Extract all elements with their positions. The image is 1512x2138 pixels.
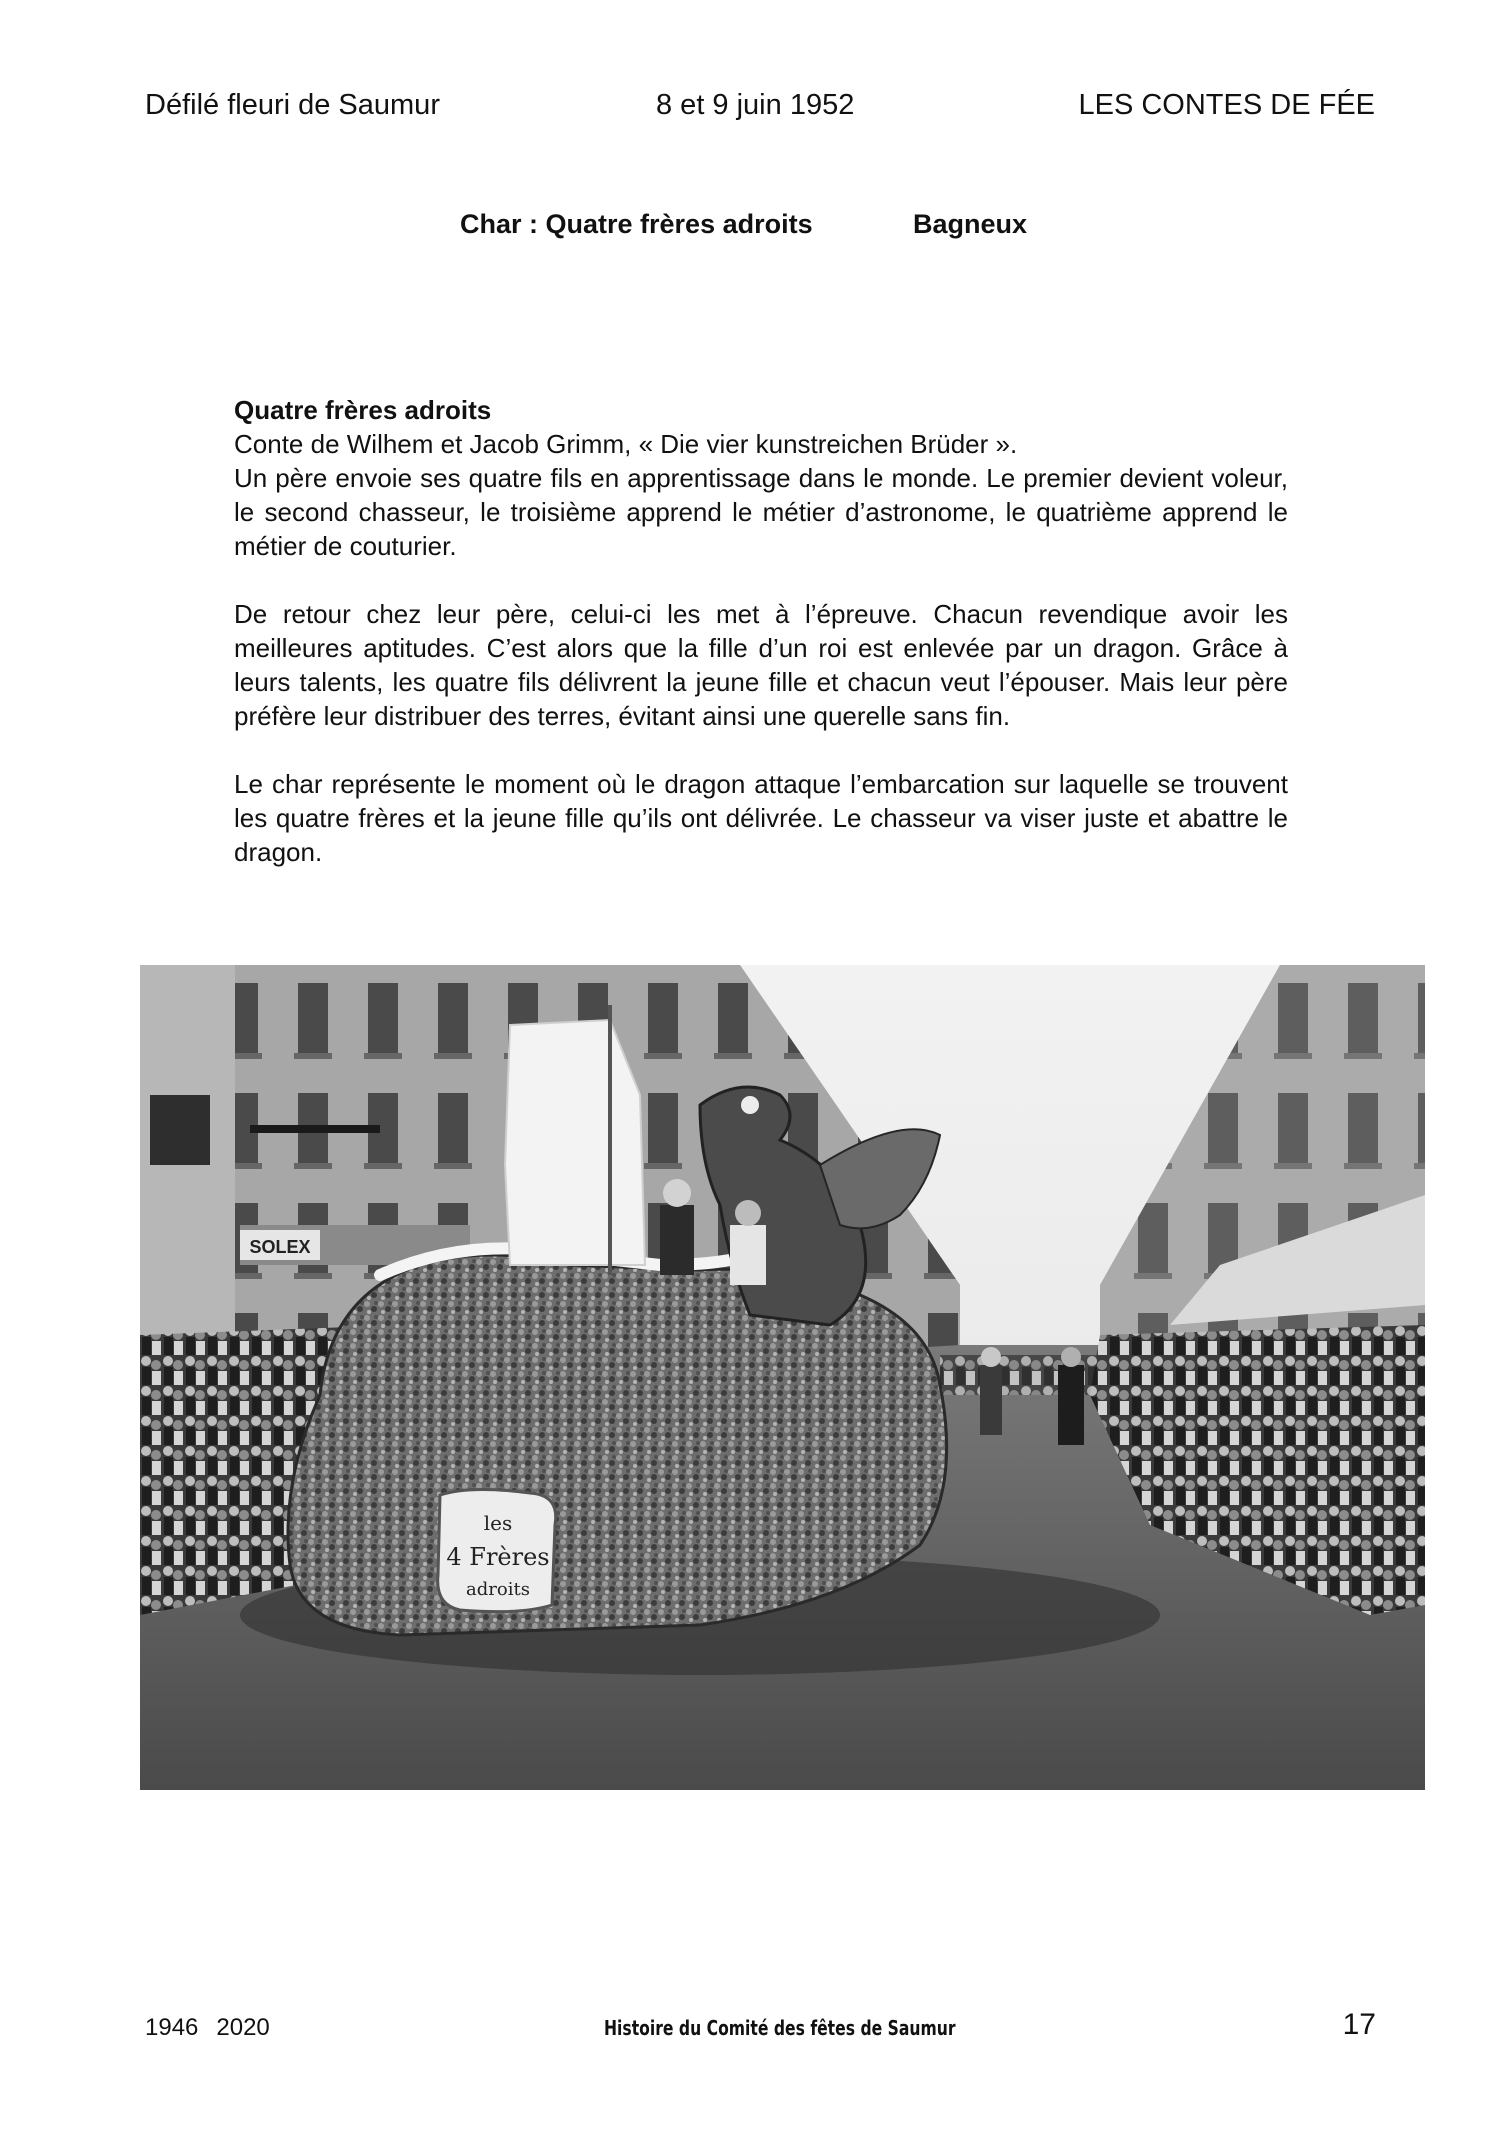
story-paragraph-2: De retour chez leur père, celui-ci les met à l’épreuve. Chacun revendique avoir les meilleures aptitudes. C’est alors que la fille d’un roi est enlevée par un dragon. Grâce à leurs talents, les quatre fils délivrent la jeune fille et chacun veut l’épouser. Mais leur père préfère leur distribuer des terres, évitant ainsi une querelle sans fin. [234,599,1288,731]
header-theme: LES CONTES DE FÉE [1078,89,1375,121]
photo-sign-line-3: adroits [466,1579,530,1600]
photo-sign-line-2: 4 Frères [446,1543,550,1571]
photo-shop-sign: SOLEX [249,1237,311,1257]
float-title: Char : Quatre frères adroits [460,209,813,239]
story-paragraph-1: Un père envoie ses quatre fils en apprentissage dans le monde. Le premier devient voleur, le second chasseur, le troisième apprend le métier d’astronome, le quatrième apprend le métier de couturier. [234,463,1288,561]
story-text [234,393,1288,869]
footer-book-title: Histoire du Comité des fêtes de Saumur [604,2016,956,2040]
photo-sign-line-1: les [483,1511,513,1535]
parade-photo [140,965,1425,1790]
float-town: Bagneux [913,209,1028,239]
story-source: Conte de Wilhem et Jacob Grimm, « Die vier kunstreichen Brüder ». [234,429,1018,459]
footer-year-start: 1946 [145,2014,199,2041]
story-title: Quatre frères adroits [234,395,492,425]
footer-year-end: 2020 [216,2014,270,2041]
story-paragraph-3: Le char représente le moment où le dragon attaque l’embarcation sur laquelle se trouvent les quatre frères et la jeune fille qu’ils ont délivrée. Le chasseur va viser juste et abattre le dragon. [234,769,1288,867]
header-date: 8 et 9 juin 1952 [656,89,855,121]
header-event-title: Défilé fleuri de Saumur [145,89,440,121]
footer-years [145,2014,270,2042]
page-number: 17 [1342,2008,1376,2041]
